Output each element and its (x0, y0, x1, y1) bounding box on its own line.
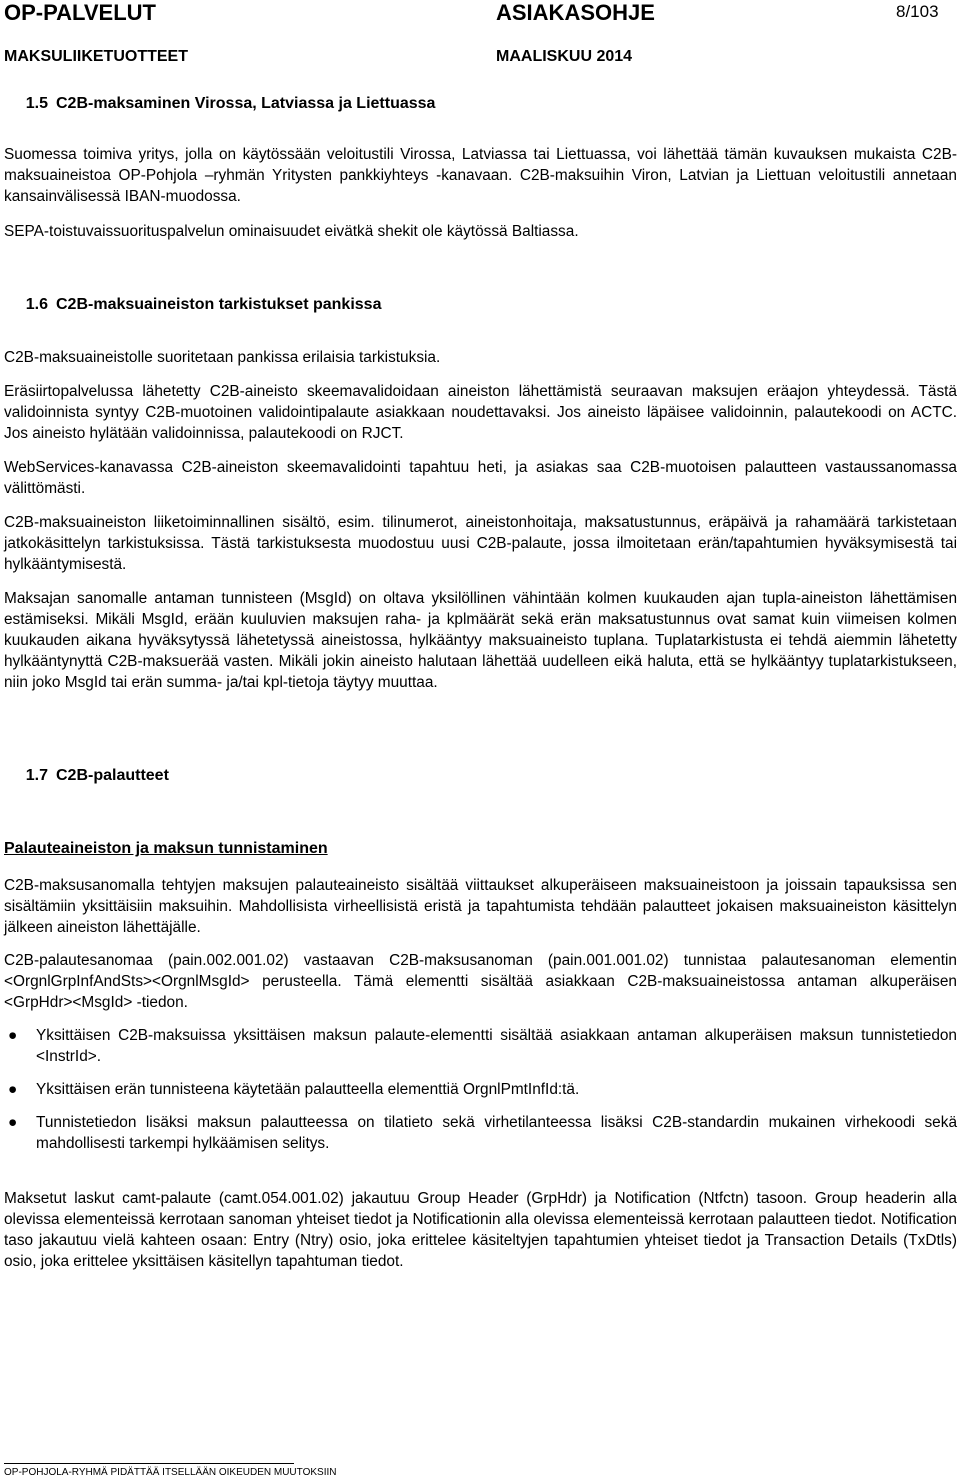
section-1-5-heading (4, 93, 957, 114)
list-item-text: Yksittäisen erän tunnisteena käytetään palautteella elementtiä OrgnlPmtInfId:tä. (36, 1081, 580, 1098)
list-item (4, 1025, 957, 1067)
paragraph: Maksetut laskut camt-palaute (camt.054.001.02) jakautuu Group Header (GrpHdr) ja Notification (Ntfctn) tasoon. Group headerin alla olevissa elementeissä kerrotaan sanoman yhteiset tiedot ja Notificationin alla olevissa elementeissä kerrotaan palautteen tiedot. Notification taso jakautuu vielä kahteen osaan: Entry (Ntry) osio, joka erittelee käsiteltyjen tapahtumien yhteiset tiedot ja Transaction Details (TxDtls) osio, joka erittelee yksittäisen käsitellyn tapahtuman tiedot. (4, 1190, 957, 1270)
list-item-text: Yksittäisen C2B-maksuissa yksittäisen maksun palaute-elementti sisältää asiakkaan antaman alkuperäisen maksun tunnistetiedon <InstrId>. (36, 1027, 957, 1065)
paragraph: C2B-maksuaineiston liiketoiminnallinen sisältö, esim. tilinumerot, aineistonhoitaja, maksatustunnus, eräpäivä ja rahamäärä tarkistetaan jatkokäsittelyn tarkistuksissa. Tästä tarkistuksesta muodostuu uusi C2B-palaute, jossa ilmoitetaan erän/tapahtumien hyväksymisestä tai hylkääntymisestä. (4, 514, 957, 573)
bullet-icon: ● (8, 1114, 18, 1131)
header-org-title: OP-PALVELUT (4, 0, 156, 25)
header-doc-type: ASIAKASOHJE (496, 0, 655, 25)
bullet-icon: ● (8, 1027, 18, 1044)
page-footer: OP-POHJOLA-RYHMÄ PIDÄTTÄÄ ITSELLÄÄN OIKEUDEN MUUTOKSIIN (4, 1463, 294, 1478)
section-1-7-heading (4, 765, 957, 786)
paragraph: C2B-palautesanomaa (pain.002.001.02) vastaavan C2B-maksusanoman (pain.001.001.02) tunnistaa palautesanoman elementin <OrgnlGrpInfAndSts><OrgnlMsgId> perusteella. Tämä elementti sisältää asiakkaan C2B-maksuaineistossa antaman alkuperäisen <GrpHdr><MsgId> -tiedon. (4, 952, 957, 1011)
section-number: 1.5 (25, 95, 48, 112)
section-title: C2B-maksaminen Virossa, Latviassa ja Liettuassa (56, 95, 436, 112)
subsection-heading: Palauteaineiston ja maksun tunnistaminen (4, 840, 328, 857)
section-number: 1.7 (25, 767, 48, 784)
paragraph: WebServices-kanavassa C2B-aineiston skeemavalidointi tapahtuu heti, ja asiakas saa C2B-muotoisen palautteen vastaussanomassa välittömästi. (4, 459, 957, 497)
section-1-6-heading (4, 294, 957, 315)
paragraph: C2B-maksuaineistolle suoritetaan pankissa erilaisia tarkistuksia. (4, 349, 441, 366)
list-item (4, 1112, 957, 1154)
section-title: C2B-palautteet (56, 767, 169, 784)
bullet-list (4, 1025, 957, 1154)
paragraph: Suomessa toimiva yritys, jolla on käytössään veloitustili Virossa, Latviassa tai Liettuassa, voi lähettää tämän kuvauksen mukaista C2B-maksuaineistoa OP-Pohjola –ryhmän Yritysten pankkiyhteys -kanavaan. C2B-maksuihin Viron, Latvian ja Liettuan veloitustili annetaan kansainvälisessä IBAN-muodossa. (4, 146, 957, 205)
document-body (4, 93, 957, 1272)
paragraph: Eräsiirtopalvelussa lähetetty C2B-aineisto skeemavalidoidaan aineiston lähettämistä seuraavan maksujen eräajon yhteydessä. Tästä validoinnista syntyy C2B-muotoinen validointipalaute asiakkaan noudettavaksi. Jos aineisto läpäisee validoinnin, palautekoodi on ACTC. Jos aineisto hylätään validoinnissa, palautekoodi on RJCT. (4, 383, 957, 442)
page-number: 8/103 (896, 2, 939, 21)
header-product: MAKSULIIKETUOTTEET (4, 48, 188, 65)
list-item-text: Tunnistetiedon lisäksi maksun palautteessa on tilatieto sekä virhetilanteessa lisäksi C2B-standardin mukainen virhekoodi sekä mahdollisesti tarkempi hylkäämisen selitys. (36, 1114, 957, 1152)
paragraph: Maksajan sanomalle antaman tunnisteen (MsgId) on oltava yksilöllinen vähintään kolmen kuukauden ajan tupla-aineiston lähettämisen estämiseksi. Mikäli MsgId, erään kuuluvien maksujen raha- ja kplmäärät sekä erän maksatustunnus ovat samat kuin viimeisen kolmen kuukauden aikana hyväksytyssä lähetetyssä aineistossa, hylkääntyy maksuaineisto tuplana. Tuplatarkistusta ei tehdä aiemmin lähetetty hylkääntynyttä C2B-maksuerää vasten. Mikäli jokin aineisto halutaan lähettää uudelleen eikä haluta, että se hylkääntyy tuplatarkistukseen, niin joko MsgId tai erän summa- ja/tai kpl-tietoja täytyy muuttaa. (4, 590, 957, 691)
list-item (4, 1079, 957, 1100)
bullet-icon: ● (8, 1081, 18, 1098)
paragraph: C2B-maksusanomalla tehtyjen maksujen palauteaineisto sisältää viittaukset alkuperäiseen maksuaineistoon ja joissain tapauksissa sen sisältämiin yksittäisiin maksuihin. Mahdollisista virheellisistä eristä ja tapahtumista tehdään palautteet jokaisen maksuaineiston käsittelyn jälkeen aineiston lähettäjälle. (4, 877, 957, 936)
section-number: 1.6 (25, 296, 48, 313)
header-date: MAALISKUU 2014 (496, 48, 633, 65)
section-title: C2B-maksuaineiston tarkistukset pankissa (56, 296, 382, 313)
paragraph: SEPA-toistuvaissuorituspalvelun ominaisuudet eivätkä shekit ole käytössä Baltiassa. (4, 223, 579, 240)
